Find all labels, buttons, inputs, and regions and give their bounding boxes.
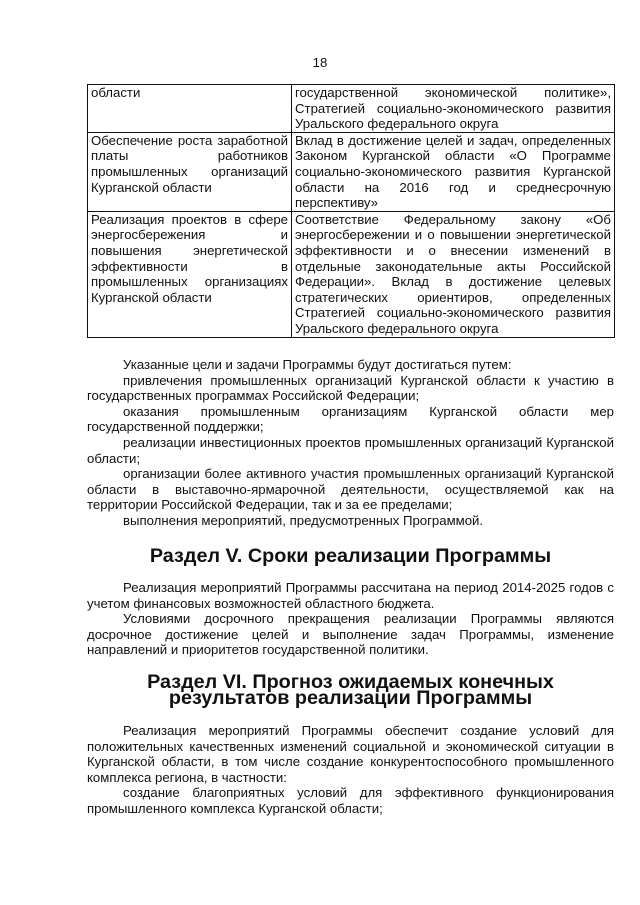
page-number: 18 [312, 55, 328, 70]
methods-block [87, 357, 614, 529]
paragraph: Реализация мероприятий Программы рассчитана на период 2014-2025 годов с учетом финансовых возможностей областного бюджета. [87, 580, 614, 611]
section-5-text [87, 580, 614, 658]
goals-table [87, 84, 615, 338]
paragraph: организации более активного участия промышленных организаций Курганской области в выставочно-ярмарочной деятельности, осуществляемой как на территории Российской Федерации, так и за ее пределами; [87, 466, 614, 513]
paragraph: Указанные цели и задачи Программы будут достигаться путем: [123, 357, 512, 372]
contribution-cell: Соответствие Федеральному закону «Об энергосбережении и о повышении энергетической эффективности и о внесении изменений в отдельные законодательные акты Российской Федерации». Вклад в достижение целевых стратегических ориентиров, определенных Стратегией социально-экономического развития Уральского федерального округа [292, 211, 615, 337]
paragraph: Реализация мероприятий Программы обеспечит создание условий для положительных качественных изменений социальной и экономической ситуации в Курганской области, в том числе создание конкурентоспособного промышленного комплекса региона, в частности: [87, 723, 614, 785]
contribution-cell: государственной экономической политике», Стратегией социально-экономического развития Уральского федерального округа [292, 85, 615, 133]
goal-cell: области [88, 85, 292, 133]
table-row [88, 85, 615, 133]
goal-cell: Реализация проектов в сфере энергосбережения и повышения энергетической эффективности в промышленных организациях Курганской области [88, 211, 292, 337]
section-5-heading: Раздел V. Сроки реализации Программы [149, 545, 552, 567]
paragraph: реализации инвестиционных проектов промышленных организаций Курганской области; [87, 434, 614, 466]
section-6-text [87, 723, 614, 817]
paragraph: оказания промышленным организациям Курганской области мер государственной поддержки; [87, 403, 614, 435]
paragraph: выполнения мероприятий, предусмотренных Программой. [123, 512, 484, 528]
paragraph: Условиями досрочного прекращения реализации Программы являются досрочное достижение целей и выполнение задач Программы, изменение направлений и приоритетов государственной политики. [87, 611, 614, 658]
paragraph: привлечения промышленных организаций Курганской области к участию в государственных программах Российской Федерации; [87, 372, 614, 404]
goal-cell: Обеспечение роста заработной платы работников промышленных организаций Курганской области [88, 132, 292, 211]
paragraph: создание благоприятных условий для эффективного функционирования промышленного комплекса Курганской области; [87, 785, 614, 816]
contribution-cell: Вклад в достижение целей и задач, определенных Законом Курганской области «О Программе социально-экономического развития Курганской области на 2016 год и среднесрочную перспективу» [292, 132, 615, 211]
section-6-heading: Раздел VI. Прогноз ожидаемых конечных результатов реализации Программы [147, 671, 554, 709]
table-row [88, 132, 615, 211]
table-row [88, 211, 615, 337]
